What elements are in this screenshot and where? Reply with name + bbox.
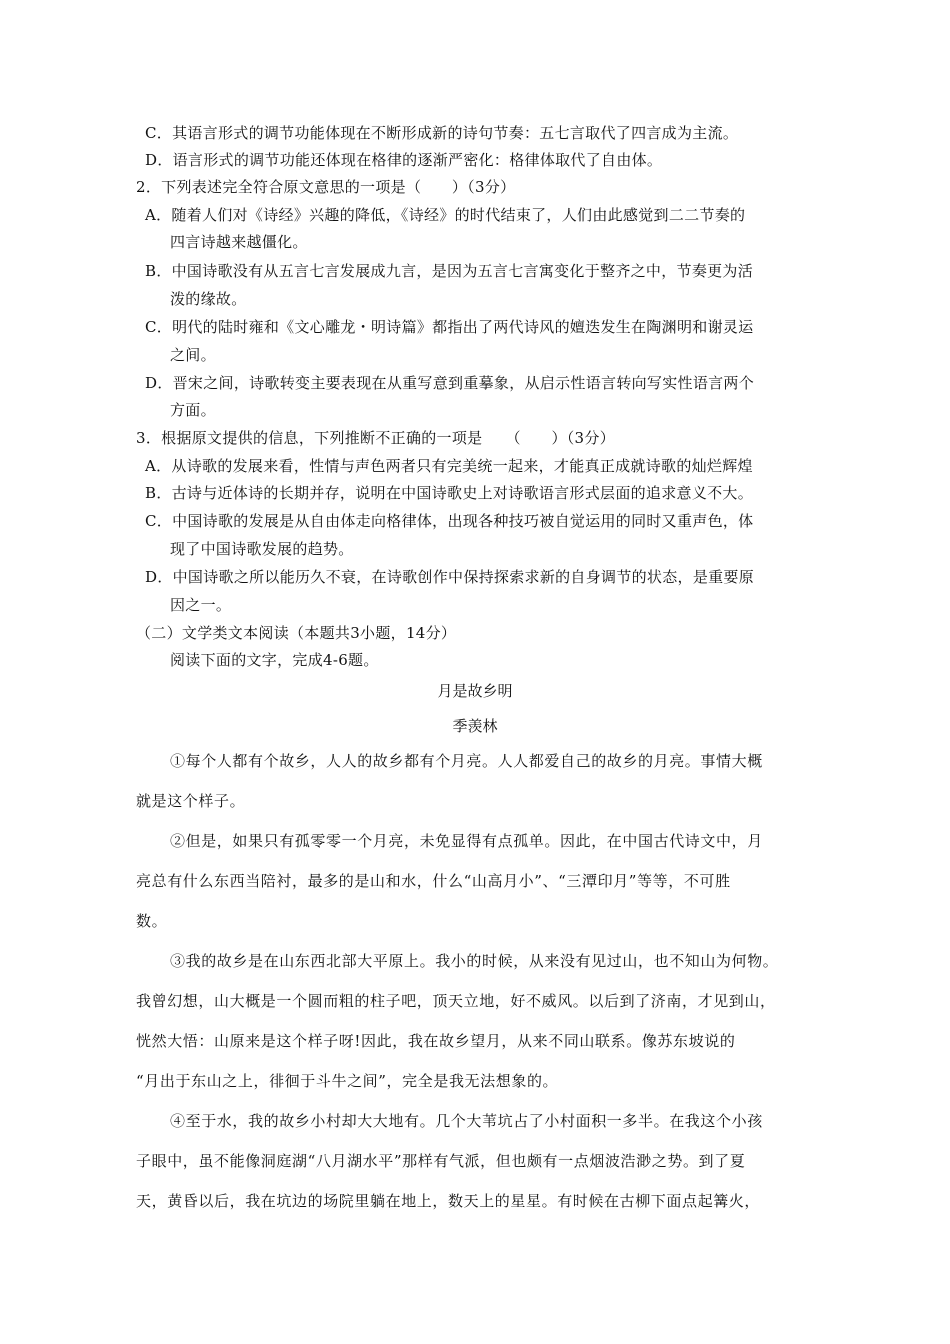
- paragraph-4-line1: ④至于水，我的故乡小村却大大地有。几个大苇坑占了小村面积一多半。在我这个小孩: [170, 1112, 763, 1130]
- section-instruction: 阅读下面的文字，完成4-6题。: [170, 651, 379, 669]
- q3-option-d-line2: 因之一。: [170, 596, 232, 614]
- section-heading: （二）文学类文本阅读（本题共3小题，14分）: [136, 624, 457, 642]
- article-author: 季羡林: [452, 717, 498, 735]
- q2-option-c-line2: 之间。: [170, 346, 216, 364]
- q3-option-a: A．从诗歌的发展来看，性情与声色两者只有完美统一起来，才能真正成就诗歌的灿烂辉煌: [145, 457, 753, 475]
- paragraph-1-line1: ①每个人都有个故乡，人人的故乡都有个月亮。人人都爱自己的故乡的月亮。事情大概: [170, 752, 763, 770]
- q2-option-d-line1: D．晋宋之间，诗歌转变主要表现在从重写意到重摹象，从启示性语言转向写实性语言两个: [145, 374, 755, 392]
- paragraph-3-line3: 恍然大悟：山原来是这个样子呀!因此，我在故乡望月，从来不同山联系。像苏东坡说的: [136, 1032, 736, 1050]
- paragraph-2-line2: 亮总有什么东西当陪衬，最多的是山和水，什么“山高月小”、“三潭印月”等等，不可胜: [136, 872, 731, 890]
- q3-option-d-line1: D．中国诗歌之所以能历久不衰，在诗歌创作中保持探索求新的自身调节的状态，是重要原: [145, 568, 755, 586]
- q2-option-b-line1: B．中国诗歌没有从五言七言发展成九言，是因为五言七言寓变化于整齐之中，节奏更为活: [145, 262, 754, 280]
- q3-option-c-line1: C．中国诗歌的发展是从自由体走向格律体，出现各种技巧被自觉运用的同时又重声色，体: [145, 512, 754, 530]
- q3-stem: 3．根据原文提供的信息，下列推断不正确的一项是 （ ）（3分）: [136, 429, 615, 447]
- q1-option-d: D．语言形式的调节功能还体现在格律的逐渐严密化：格律体取代了自由体。: [145, 151, 663, 169]
- paragraph-3-line2: 我曾幻想，山大概是一个圆而粗的柱子吧，顶天立地，好不威风。以后到了济南，才见到山，: [136, 992, 776, 1010]
- paragraph-3-line4: “月出于东山之上，徘徊于斗牛之间”，完全是我无法想象的。: [136, 1072, 559, 1090]
- q1-option-c: C．其语言形式的调节功能体现在不断形成新的诗句节奏：五七言取代了四言成为主流。: [145, 124, 739, 142]
- paragraph-4-line3: 天，黄昏以后，我在坑边的场院里躺在地上，数天上的星星。有时候在古柳下面点起篝火，: [136, 1192, 761, 1210]
- paragraph-4-line2: 子眼中，虽不能像洞庭湖“八月湖水平”那样有气派，但也颇有一点烟波浩渺之势。到了夏: [136, 1152, 746, 1170]
- q2-option-d-line2: 方面。: [170, 401, 216, 419]
- paragraph-3-line1: ③我的故乡是在山东西北部大平原上。我小的时候，从来没有见过山，也不知山为何物。: [170, 952, 779, 970]
- paragraph-1-line2: 就是这个样子。: [136, 792, 246, 810]
- article-title: 月是故乡明: [437, 682, 513, 700]
- q2-option-a-line2: 四言诗越来越僵化。: [170, 233, 308, 251]
- paragraph-2-line3: 数。: [136, 912, 168, 930]
- q3-option-c-line2: 现了中国诗歌发展的趋势。: [170, 540, 354, 558]
- q2-option-a-line1: A．随着人们对《诗经》兴趣的降低，《诗经》的时代结束了，人们由此感觉到二二节奏的: [145, 206, 746, 224]
- q2-option-c-line1: C．明代的陆时雍和《文心雕龙・明诗篇》都指出了两代诗风的嬗迭发生在陶渊明和谢灵运: [145, 318, 754, 336]
- q2-stem: 2．下列表述完全符合原文意思的一项是（ ）（3分）: [136, 178, 516, 196]
- q2-option-b-line2: 泼的缘故。: [170, 290, 247, 308]
- q3-option-b: B．古诗与近体诗的长期并存，说明在中国诗歌史上对诗歌语言形式层面的追求意义不大。: [145, 484, 754, 502]
- paragraph-2-line1: ②但是，如果只有孤零零一个月亮，未免显得有点孤单。因此，在中国古代诗文中，月: [170, 832, 763, 850]
